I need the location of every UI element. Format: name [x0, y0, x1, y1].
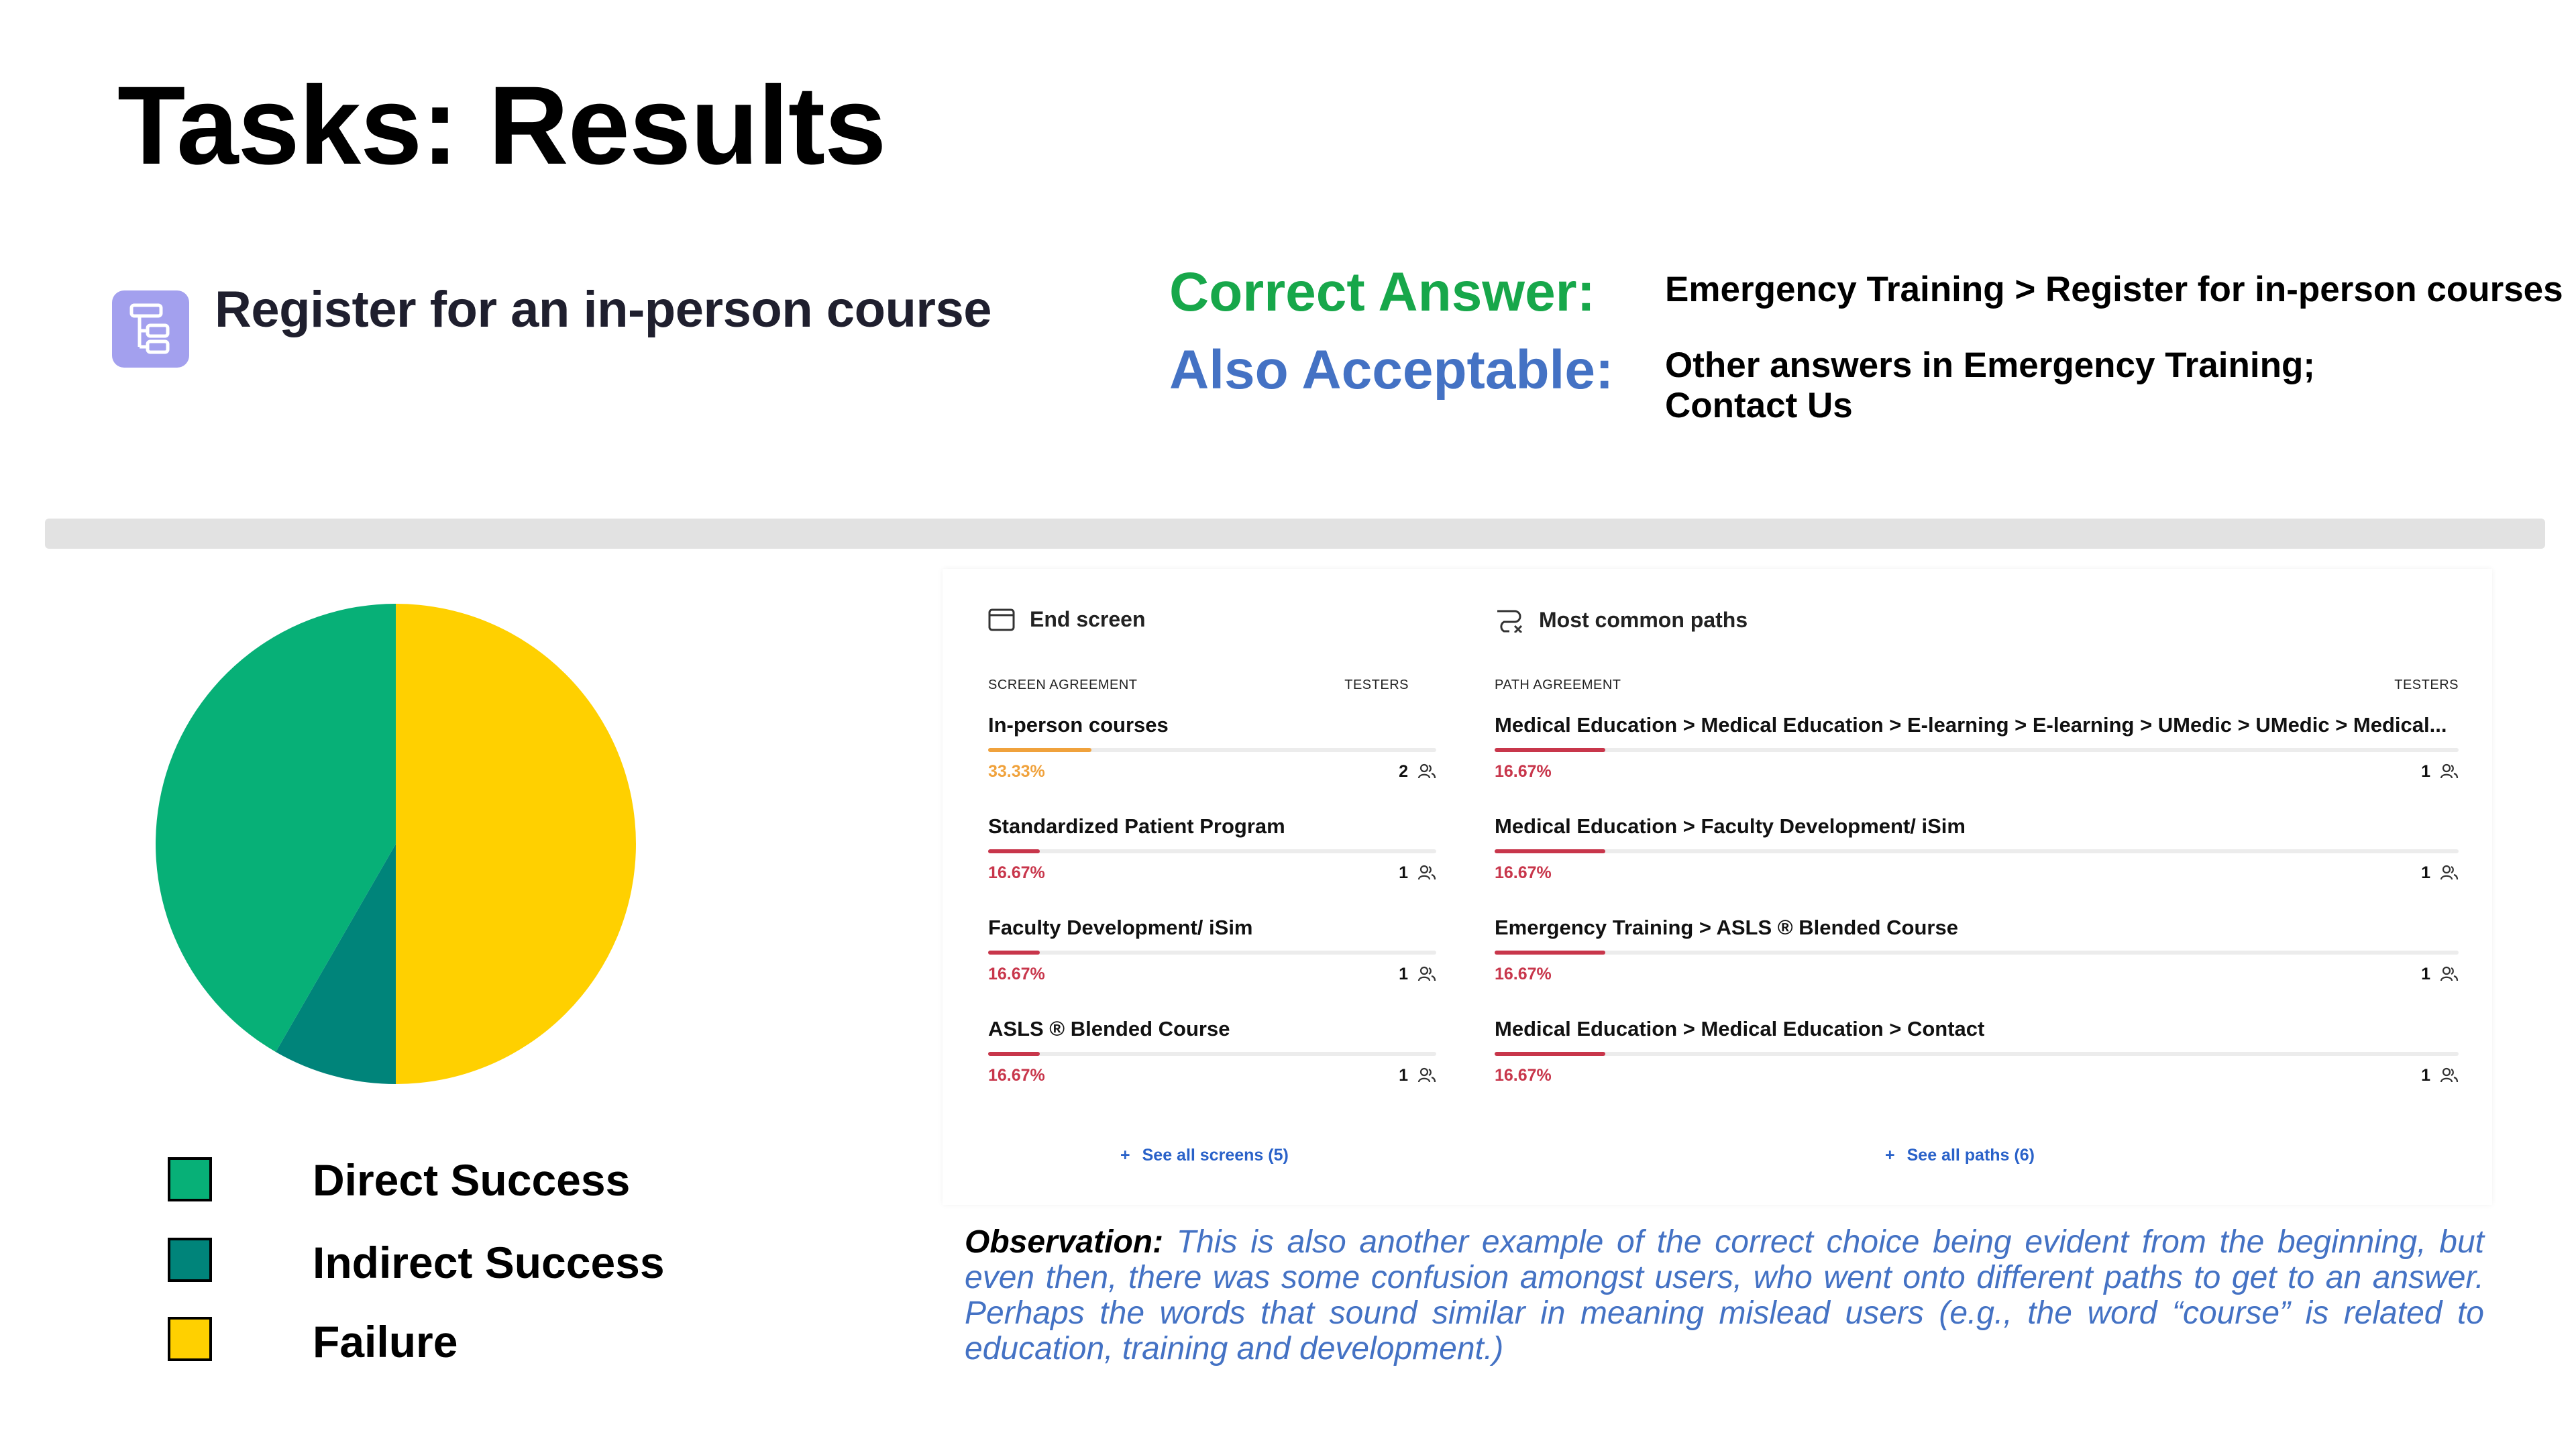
results-card — [943, 569, 2492, 1205]
screen-fill — [988, 951, 1040, 955]
screen-row[interactable] — [988, 814, 1436, 895]
testers-icon — [2440, 865, 2459, 881]
task-title: Register for an in-person course — [215, 281, 992, 338]
screen-row[interactable] — [988, 1017, 1436, 1097]
path-track — [1495, 748, 2459, 752]
screen-name: In-person courses — [988, 713, 1169, 737]
screen-row[interactable] — [988, 916, 1436, 996]
screen-count: 1 — [1399, 863, 1408, 882]
path-fill — [1495, 951, 1605, 955]
pie-slice-failure — [396, 604, 636, 1084]
screen-fill — [988, 849, 1040, 853]
correct-answer-value: Emergency Training > Register for in-person courses — [1665, 270, 2563, 309]
see-all-paths-label: See all paths (6) — [1907, 1146, 2035, 1165]
end-screen-header — [988, 607, 1146, 632]
plus-icon: + — [1120, 1146, 1130, 1165]
correct-answer-label: Correct Answer: — [1169, 262, 1595, 323]
path-name: Medical Education > Faculty Development/ iSim — [1495, 814, 1966, 838]
acceptable-answer-label: Also Acceptable: — [1169, 339, 1614, 400]
section-divider — [45, 519, 2545, 549]
screen-name: Standardized Patient Program — [988, 814, 1285, 838]
screen-count: 1 — [1399, 1066, 1408, 1085]
legend-swatch-indirect — [168, 1238, 212, 1282]
testers-heading: TESTERS — [1344, 678, 1409, 692]
acceptable-answer-line: Contact Us — [1665, 385, 1853, 425]
see-all-paths-link[interactable] — [1885, 1146, 2035, 1165]
path-track — [1495, 951, 2459, 955]
path-percent: 16.67% — [1495, 965, 1552, 983]
path-row[interactable] — [1495, 916, 2459, 996]
testers-icon — [1417, 865, 1436, 881]
common-paths-title: Most common paths — [1539, 607, 1748, 632]
tree-test-icon — [112, 290, 189, 368]
path-fill — [1495, 748, 1605, 752]
route-icon — [1495, 607, 1524, 633]
path-percent: 16.67% — [1495, 863, 1552, 882]
screen-name: ASLS ® Blended Course — [988, 1017, 1230, 1040]
testers-icon — [1417, 763, 1436, 780]
testers-icon — [1417, 966, 1436, 982]
legend-swatch-direct — [168, 1157, 212, 1201]
path-testers-heading: TESTERS — [2394, 678, 2459, 692]
end-screen-title: End screen — [1030, 607, 1146, 631]
legend-label-direct: Direct Success — [313, 1155, 631, 1205]
legend-label-failure: Failure — [313, 1317, 458, 1366]
see-all-screens-label: See all screens (5) — [1142, 1146, 1289, 1165]
observation-text: This is also another example of the correct choice being evident from the beginning, but even then, there was some confusion amongst users, who went onto different paths to get to an answer. Perhaps the words that sound similar in meaning mislead users (e.g., the word “course” is related to education, training and development.) — [965, 1224, 2484, 1366]
testers-icon — [2440, 763, 2459, 780]
testers-icon — [2440, 1067, 2459, 1083]
path-name: Medical Education > Medical Education > Contact — [1495, 1017, 1985, 1040]
path-row[interactable] — [1495, 713, 2459, 794]
screen-count: 2 — [1399, 762, 1408, 781]
path-count: 1 — [2421, 965, 2430, 983]
screen-track — [988, 951, 1436, 955]
acceptable-answer-value — [1665, 345, 2470, 426]
screen-fill — [988, 1052, 1040, 1056]
page-title: Tasks: Results — [117, 64, 886, 188]
path-count: 1 — [2421, 762, 2430, 781]
path-track — [1495, 1052, 2459, 1056]
plus-icon: + — [1885, 1146, 1895, 1165]
path-name: Medical Education > Medical Education > E-learning > E-learning > UMedic > UMedic > Medical... — [1495, 713, 2447, 737]
observation-label: Observation: — [965, 1224, 1164, 1260]
screen-fill — [988, 748, 1091, 752]
observation-paragraph — [965, 1224, 2484, 1366]
legend-label-indirect: Indirect Success — [313, 1238, 665, 1287]
legend-swatch-failure — [168, 1317, 212, 1361]
screen-row[interactable] — [988, 713, 1436, 794]
path-percent: 16.67% — [1495, 1066, 1552, 1085]
path-agreement-heading: PATH AGREEMENT — [1495, 678, 1621, 692]
screen-percent: 16.67% — [988, 1066, 1045, 1085]
common-paths-header — [1495, 607, 1748, 633]
screen-percent: 16.67% — [988, 965, 1045, 983]
testers-icon — [1417, 1067, 1436, 1083]
see-all-screens-link[interactable] — [1120, 1146, 1289, 1165]
screen-percent: 16.67% — [988, 863, 1045, 882]
window-icon — [988, 608, 1015, 631]
screen-track — [988, 1052, 1436, 1056]
screen-count: 1 — [1399, 965, 1408, 983]
results-pie-chart — [154, 602, 637, 1085]
path-fill — [1495, 1052, 1605, 1056]
path-count: 1 — [2421, 863, 2430, 882]
acceptable-answer-line: Other answers in Emergency Training; — [1665, 345, 2316, 385]
path-percent: 16.67% — [1495, 762, 1552, 781]
path-row[interactable] — [1495, 1017, 2459, 1097]
path-row[interactable] — [1495, 814, 2459, 895]
screen-percent: 33.33% — [988, 762, 1045, 781]
path-name: Emergency Training > ASLS ® Blended Course — [1495, 916, 1958, 939]
path-fill — [1495, 849, 1605, 853]
screen-name: Faculty Development/ iSim — [988, 916, 1253, 939]
testers-icon — [2440, 966, 2459, 982]
path-count: 1 — [2421, 1066, 2430, 1085]
screen-track — [988, 748, 1436, 752]
path-track — [1495, 849, 2459, 853]
screen-track — [988, 849, 1436, 853]
screen-agreement-heading: SCREEN AGREEMENT — [988, 678, 1138, 692]
